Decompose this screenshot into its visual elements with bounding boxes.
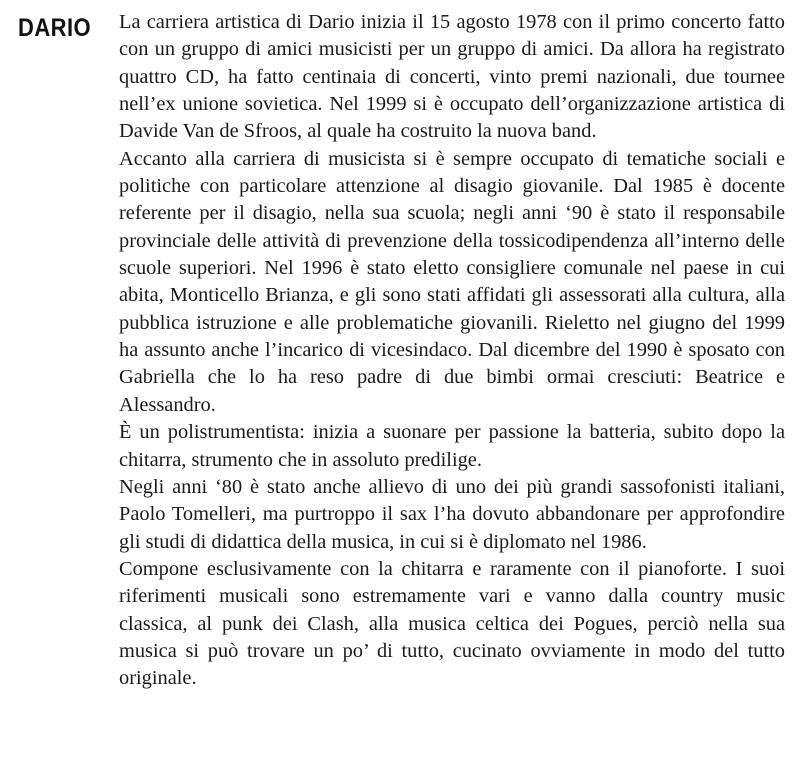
paragraph-sax: Negli anni ‘80 è stato anche allievo di uno dei più grandi sassofonisti italiani, Paolo Tomelleri, ma purtroppo il sax l’ha dovuto abbandonare per approfondire gli studi di didattica della musica, in cui si è diplomato nel 1986. — [119, 475, 785, 553]
biography-text — [119, 9, 785, 693]
paragraph-instruments: È un polistrumentista: inizia a suonare per passione la batteria, subito dopo la chitarra, strumento che in assoluto predilige. — [119, 421, 785, 471]
paragraph-compose: Compone esclusivamente con la chitarra e raramente con il pianoforte. I suoi riferimenti musicali sono estremamente vari e vanno dalla country music classica, al punk dei Clash, alla musica celtica dei Pogues, perciò nella sua musica si può trovare un po’ di tutto, cucinato ovviamente in modo del tutto originale. — [119, 557, 785, 690]
paragraph-social: Accanto alla carriera di musicista si è sempre occupato di tematiche sociali e politiche con particolare attenzione al disagio giovanile. Dal 1985 è docente referente per il disagio, nella sua scuola; negli anni ‘90 è stato il responsabile provinciale delle attività di prevenzione della tossicodipendenza all’interno delle scuole superiori. Nel 1996 è stato eletto consigliere comunale nel paese in cui abita, Monticello Brianza, e gli sono stati affidati gli assessorati alla cultura, alla pubblica istruzione e alle problematiche giovanili. Rieletto nel giugno del 1999 ha assunto anche l’incarico di vicesindaco. Dal dicembre del 1990 è sposato con Gabriella che lo ha reso padre di due bimbi ormai cresciuti: Beatrice e Alessandro. — [119, 147, 785, 416]
paragraph-career: La carriera artistica di Dario inizia il 15 agosto 1978 con il primo concerto fatto con un gruppo di amici musicisti per un gruppo di amici. Da allora ha registrato quattro CD, ha fatto centinaia di concerti, vinto premi nazionali, due tournee nell’ex unione sovietica. Nel 1999 si è occupato dell’organizzazione artistica di Davide Van de Sfroos, al quale ha costruito la nuova band. — [119, 11, 785, 143]
section-heading: DARIO — [18, 14, 92, 42]
